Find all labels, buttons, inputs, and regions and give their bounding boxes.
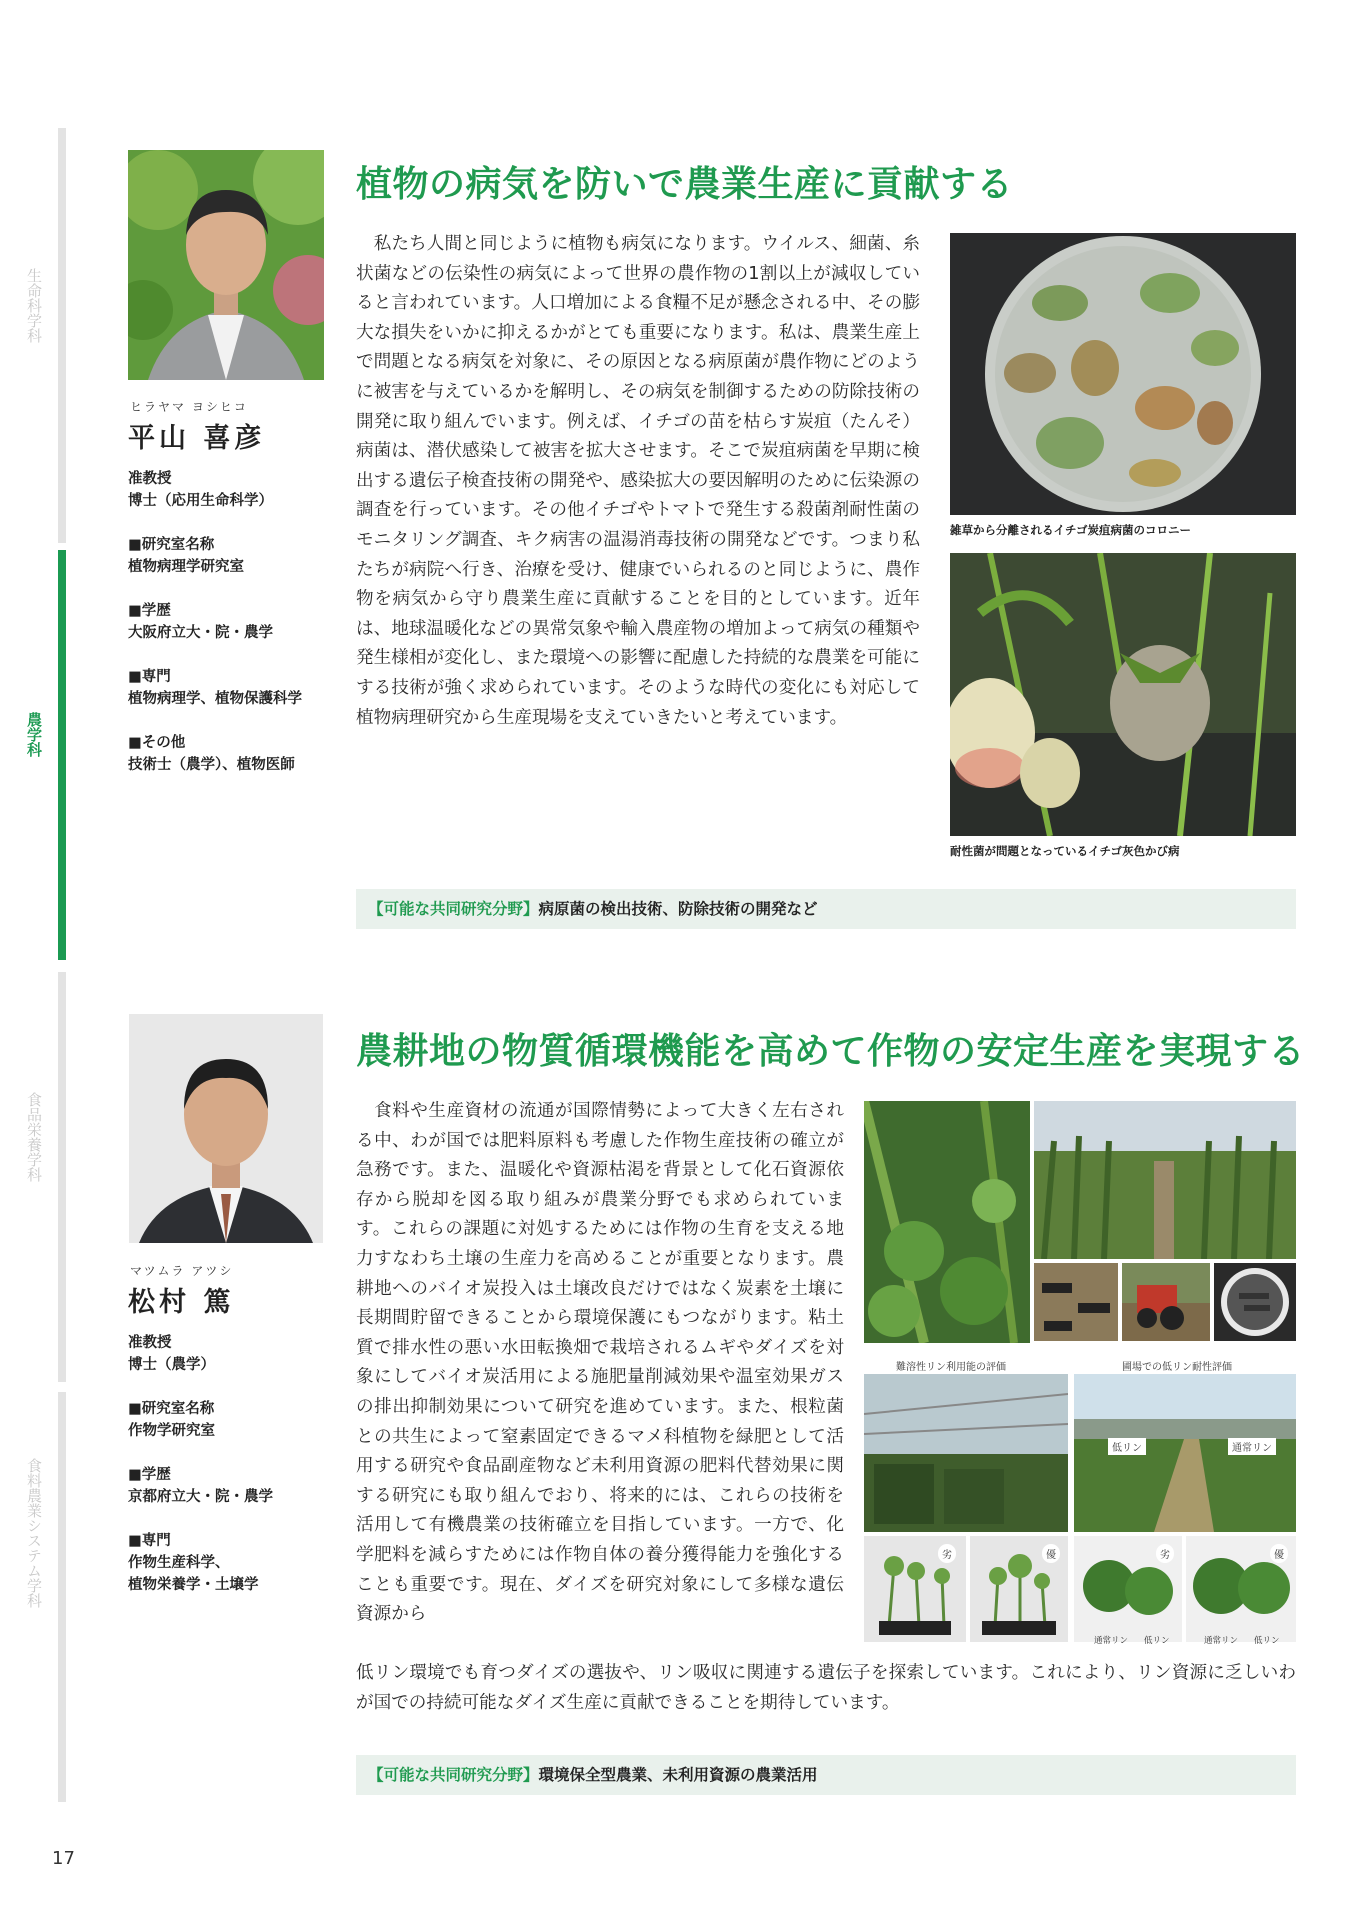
name: 松村 篤 <box>128 1287 235 1318</box>
collaboration-label: 【可能な共同研究分野】 <box>368 1766 539 1784</box>
side-nav-label: 食品栄養学科 <box>25 1092 43 1182</box>
collaboration-text: 病原菌の検出技術、防除技術の開発など <box>538 900 818 918</box>
sublabel-normal: 通常リン <box>1094 1636 1129 1646</box>
education: 京都府立大・院・農学 <box>128 1489 273 1505</box>
greenhouse-photo <box>864 1374 1068 1532</box>
collaboration-label: 【可能な共同研究分野】 <box>368 900 539 918</box>
sublabel-normal: 通常リン <box>1204 1636 1239 1646</box>
photo-caption-field-low-p: 圃場での低リン耐性評価 <box>1122 1362 1232 1373</box>
section-title: 植物の病気を防いで農業生産に貢献する <box>356 164 1014 205</box>
other-heading: ■その他 <box>128 735 186 751</box>
side-bar-3 <box>58 972 66 1382</box>
name: 平山 喜彦 <box>128 423 266 454</box>
corn-field-photo <box>1034 1101 1296 1259</box>
side-nav-label: 食料農業システム学科 <box>25 1458 43 1608</box>
photo-caption-gray-mold: 耐性菌が問題となっているイチゴ灰色かび病 <box>950 844 1180 858</box>
petri-dish-photo <box>950 233 1296 515</box>
section-title: 農耕地の物質循環機能を高めて作物の安定生産を実現する <box>356 1031 1306 1072</box>
lab-heading: ■研究室名称 <box>128 537 215 553</box>
profile-info <box>128 1332 348 1618</box>
specialty-heading: ■専門 <box>128 1533 171 1549</box>
education: 大阪府立大・院・農学 <box>128 625 273 641</box>
biochar-pellet-photo <box>1214 1263 1296 1341</box>
mark-superior: 優 <box>1270 1544 1288 1563</box>
mark-inferior: 劣 <box>1156 1544 1174 1563</box>
name-kana: マツムラ アツシ <box>130 1264 234 1278</box>
degree: 博士（応用生命科学） <box>128 493 273 509</box>
mark-superior: 優 <box>1042 1544 1060 1563</box>
portrait-photo-matsumura <box>129 1014 323 1243</box>
education-heading: ■学歴 <box>128 1467 171 1483</box>
position: 准教授 <box>128 471 172 487</box>
sublabel-low: 低リン <box>1144 1636 1170 1646</box>
specialty-line-1: 作物生産科学、 <box>128 1555 230 1571</box>
portrait-photo-hirayama <box>128 150 324 380</box>
collaboration-box <box>356 889 1296 929</box>
tag-normal-phosphorus: 通常リン <box>1228 1438 1276 1455</box>
side-bar-1 <box>58 128 66 543</box>
biochar-plot-photo <box>1034 1263 1118 1341</box>
side-bar-2-active <box>58 550 66 960</box>
greenmanure-field-photo <box>864 1101 1030 1343</box>
side-nav-food-agri-system[interactable] <box>20 1458 42 1608</box>
lab-heading: ■研究室名称 <box>128 1401 215 1417</box>
lab-name: 植物病理学研究室 <box>128 559 244 575</box>
side-bar-4 <box>58 1392 66 1802</box>
side-nav-label: 生命科学科 <box>25 268 43 343</box>
education-heading: ■学歴 <box>128 603 171 619</box>
degree: 博士（農学） <box>128 1357 215 1373</box>
other: 技術士（農学）、植物医師 <box>128 757 295 773</box>
name-kana: ヒラヤマ ヨシヒコ <box>130 400 248 414</box>
profile-info <box>128 468 348 798</box>
collaboration-box <box>356 1755 1296 1795</box>
specialty-line-2: 植物栄養学・土壌学 <box>128 1577 259 1593</box>
section-body-wrap: 食料や生産資材の流通が国際情勢によって大きく左右される中、わが国では肥料原料も考慮した作物生産技術の確立が急務です。また、温暖化や資源枯渇を背景として化石資源依存から脱却を図る取り組みが農業分野でも求められています。これらの課題に対処するためには作物の生育を支える地力すなわち土壌の生産力を高めることが重要となります。農耕地へのバイオ炭投入は土壌改良だけではなく炭素を土壌に長期間貯留できることから環境保護にもつながります。粘土質で排水性の悪い水田転換畑で栽培されるムギやダイズを対象にしてバイオ炭活用による施肥量削減効果や温室効果ガスの排出抑制効果について研究を進めています。また、根粒菌との共生によって窒素固定できるマメ科植物を緑肥として活用する研究や食品副産物など未利用資源の肥料代替効果に関する研究にも取り組んでおり、将来的には、これらの技術を活用して有機農業の技術確立を目指しています。一方で、化学肥料を減らすためには作物自体の養分獲得能力を強化することも重要です。現在、ダイズを研究対象にして多様な遺伝資源から <box>356 1101 844 1625</box>
strawberry-photo <box>950 553 1296 836</box>
position: 准教授 <box>128 1335 172 1351</box>
side-nav-label: 農学科 <box>25 712 43 757</box>
lab-name: 作物学研究室 <box>128 1423 215 1439</box>
section-body-full: 低リン環境でも育つダイズの選抜や、リン吸収に関連する遺伝子を探索しています。これにより、リン資源に乏しいわが国での持続可能なダイズ生産に貢献できることを期待しています。 <box>356 1663 1296 1713</box>
tractor-photo <box>1122 1263 1210 1341</box>
specialty: 植物病理学、植物保護科学 <box>128 691 302 707</box>
specialty-heading: ■専門 <box>128 669 171 685</box>
photo-caption-phosphorus-use: 難溶性リン利用能の評価 <box>896 1362 1006 1373</box>
side-nav-life-science[interactable] <box>20 268 42 343</box>
photo-caption-colony: 雑草から分離されるイチゴ炭疽病菌のコロニー <box>950 523 1192 537</box>
section-body: 私たち人間と同じように植物も病気になります。ウイルス、細菌、糸状菌などの伝染性の病気によって世界の農作物の1割以上が減収していると言われています。人口増加による食糧不足が懸念される中、その膨大な損失をいかに抑えるかがとても重要になります。私は、農業生産上で問題となる病気を対象に、その原因となる病原菌が農作物にどのように被害を与えているかを解明し、その病気を制御するための防除技術の開発に取り組んでいます。例えば、イチゴの苗を枯らす炭疽（たんそ）病菌は、潜伏感染して被害を拡大させます。そこで炭疽病菌を早期に検出する遺伝子検査技術の開発や、感染拡大の要因解明のために伝染源の調査を行っています。その他イチゴやトマトで発生する殺菌剤耐性菌のモニタリング調査、キク病害の温湯消毒技術の開発などです。つまり私たちが病院へ行き、治療を受け、健康でいられるのと同じように、農作物を病気から守り農業生産に貢献することを目的としています。近年は、地球温暖化などの異常気象や輸入農産物の増加よって病気の種類や発生様相が変化し、また環境への影響に配慮した持続的な農業を可能にする技術が強く求められています。そのような時代の変化にも対応して植物病理研究から生産現場を支えていきたいと考えています。 <box>356 234 920 728</box>
page-number: 17 <box>52 1848 75 1869</box>
sublabel-low: 低リン <box>1254 1636 1280 1646</box>
side-nav-food-nutrition[interactable] <box>20 1092 42 1182</box>
collaboration-text: 環境保全型農業、未利用資源の農業活用 <box>538 1766 818 1784</box>
mark-inferior: 劣 <box>938 1544 956 1563</box>
side-nav-agriculture[interactable] <box>20 712 42 757</box>
tag-low-phosphorus: 低リン <box>1108 1438 1146 1455</box>
